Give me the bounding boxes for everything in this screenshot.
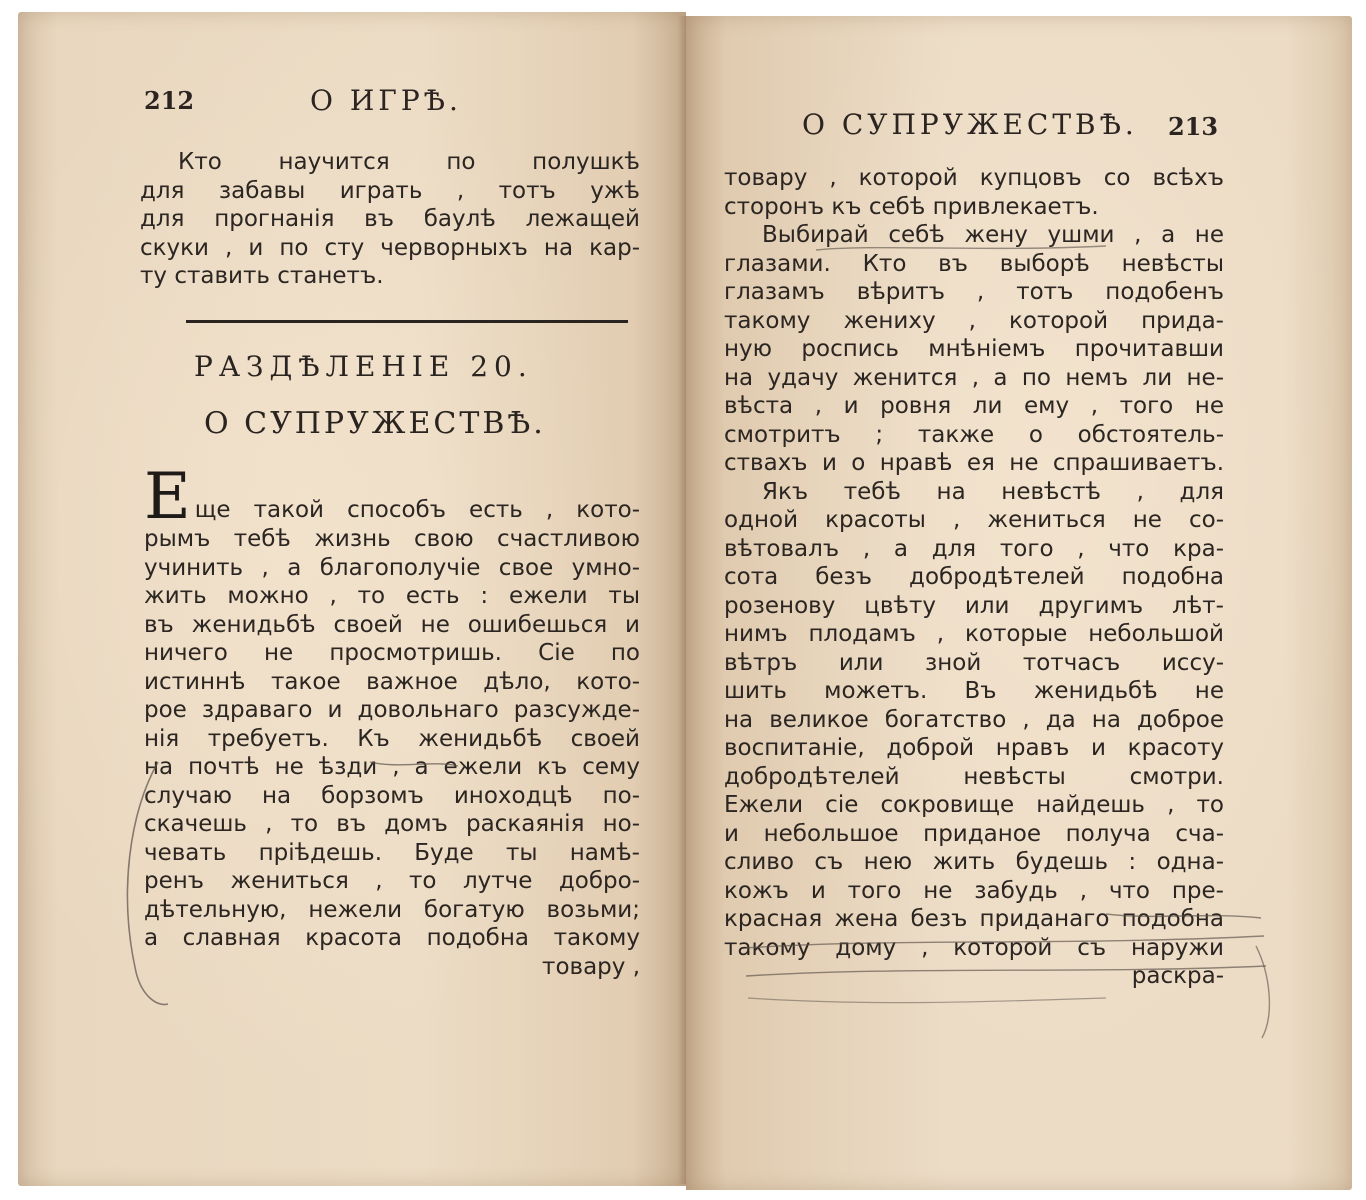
section-divider-rule (186, 320, 628, 323)
text-line: кожъ и того не забудь , что пре- (724, 877, 1224, 904)
text-line: случаю на борзомъ иноходцѣ по- (144, 782, 640, 809)
section-heading: РАЗДѢЛЕНІЕ 20. (194, 350, 533, 383)
text-line: скачешь , то въ домъ раскаянія но- (144, 811, 640, 837)
left-page (18, 12, 686, 1186)
text-line: учинить , а благополучіе свое умно- (144, 554, 640, 581)
text-line: розенову цвѣту или другимъ лѣт- (724, 592, 1224, 619)
left-intro-paragraph (140, 148, 640, 291)
text-line: ничего не просмотришь. Сіе по (144, 640, 640, 666)
text-line: Якъ тебѣ на невѣстѣ , для (762, 478, 1224, 505)
text-line: вѣста , и ровня ли ему , того не (724, 393, 1224, 419)
text-line: ту ставить станетъ. (140, 263, 384, 289)
text-line: сторонъ къ себѣ привлекаетъ. (724, 193, 1099, 220)
text-line: одной красоты , жениться не со- (724, 507, 1224, 533)
text-line: ствахъ и о нравѣ ея не спрашиваетъ. (724, 450, 1224, 476)
text-line: ную роспись мнѣніемъ прочитавши (724, 336, 1224, 362)
text-line: смотритъ ; также о обстоятель- (724, 421, 1224, 448)
text-line: глазами. Кто въ выборѣ невѣсты (724, 250, 1224, 277)
text-line: воспитаніе, доброй нравъ и красоту (724, 735, 1224, 761)
text-line: въ женидьбѣ своей не ошибешься и (144, 611, 640, 638)
first-paragraph-opening (144, 460, 640, 534)
text-line: на удачу женится , а по немъ ли не- (724, 364, 1224, 391)
text-line: нія требуетъ. Къ женидьбѣ своей (144, 725, 640, 752)
right-page (686, 16, 1352, 1190)
text-line: Выбирай себѣ жену ушми , а не (762, 222, 1224, 248)
text-line: дѣтельную, нежели богатую возьми; (144, 896, 640, 923)
right-body-text (724, 164, 1224, 991)
left-body-text (144, 460, 640, 981)
text-line: жить можно , то есть : ежели ты (144, 583, 640, 609)
text-line: такому дому , которой съ наружи (724, 934, 1224, 961)
text-line: скуки , и по сту черворныхъ на кар- (140, 234, 640, 261)
text-line: шить можетъ. Въ женидьбѣ не (724, 678, 1224, 704)
left-page-number: 212 (144, 86, 195, 115)
right-running-head: О СУПРУЖЕСТВѢ. (802, 108, 1138, 141)
text-line: глазамъ вѣритъ , тотъ подобенъ (724, 279, 1224, 305)
text-line: нимъ плодамъ , которые небольшой (724, 621, 1224, 647)
text-line: Ежели сіе сокровище найдешь , то (724, 792, 1224, 818)
text-line: ще такой способъ есть , кото- (194, 497, 640, 523)
text-line: сливо съ нею жить будешь : одна- (724, 849, 1224, 875)
text-line: рое здраваго и довольнаго разсужде- (144, 697, 640, 723)
left-running-head: О ИГРѢ. (310, 84, 462, 117)
text-line: и небольшое приданое получа сча- (724, 820, 1224, 847)
text-line: истиннѣ такое важное дѣло, кото- (144, 668, 640, 695)
text-line: красная жена безъ приданаго подобна (724, 906, 1224, 932)
right-page-number: 213 (1168, 112, 1219, 141)
catchword: товару , (542, 953, 640, 980)
text-line: ренъ жениться , то лутче добро- (144, 868, 640, 894)
text-line: а славная красота подобна такому (144, 925, 640, 951)
text-line: Кто научится по полушкѣ (178, 149, 640, 175)
text-line: вѣтръ или зной тотчасъ иссу- (724, 649, 1224, 676)
chapter-heading: О СУПРУЖЕСТВѢ. (204, 406, 546, 441)
text-line: такому жениху , которой прида- (724, 307, 1224, 334)
text-line: чевать пріѣдешь. Буде ты намѣ- (144, 839, 640, 866)
drop-cap: Е (144, 460, 191, 534)
text-line: товару , которой купцовъ со всѣхъ (724, 165, 1224, 191)
text-line: на великое богатство , да на доброе (724, 706, 1224, 733)
text-line: на почтѣ не ѣзди , а ежели къ сему (144, 754, 640, 780)
text-line: добродѣтелей невѣсты смотри. (724, 763, 1224, 790)
text-line: для прогнанія въ баулѣ лежащей (140, 206, 640, 232)
catchword: раскра- (1131, 963, 1224, 989)
text-line: для забавы играть , тотъ ужѣ (140, 177, 640, 204)
text-line: рымъ тебѣ жизнь свою счастливою (144, 526, 640, 552)
text-line: сота безъ добродѣтелей подобна (724, 564, 1224, 590)
open-book (18, 8, 1354, 1190)
text-line: вѣтовалъ , а для того , что кра- (724, 535, 1224, 562)
